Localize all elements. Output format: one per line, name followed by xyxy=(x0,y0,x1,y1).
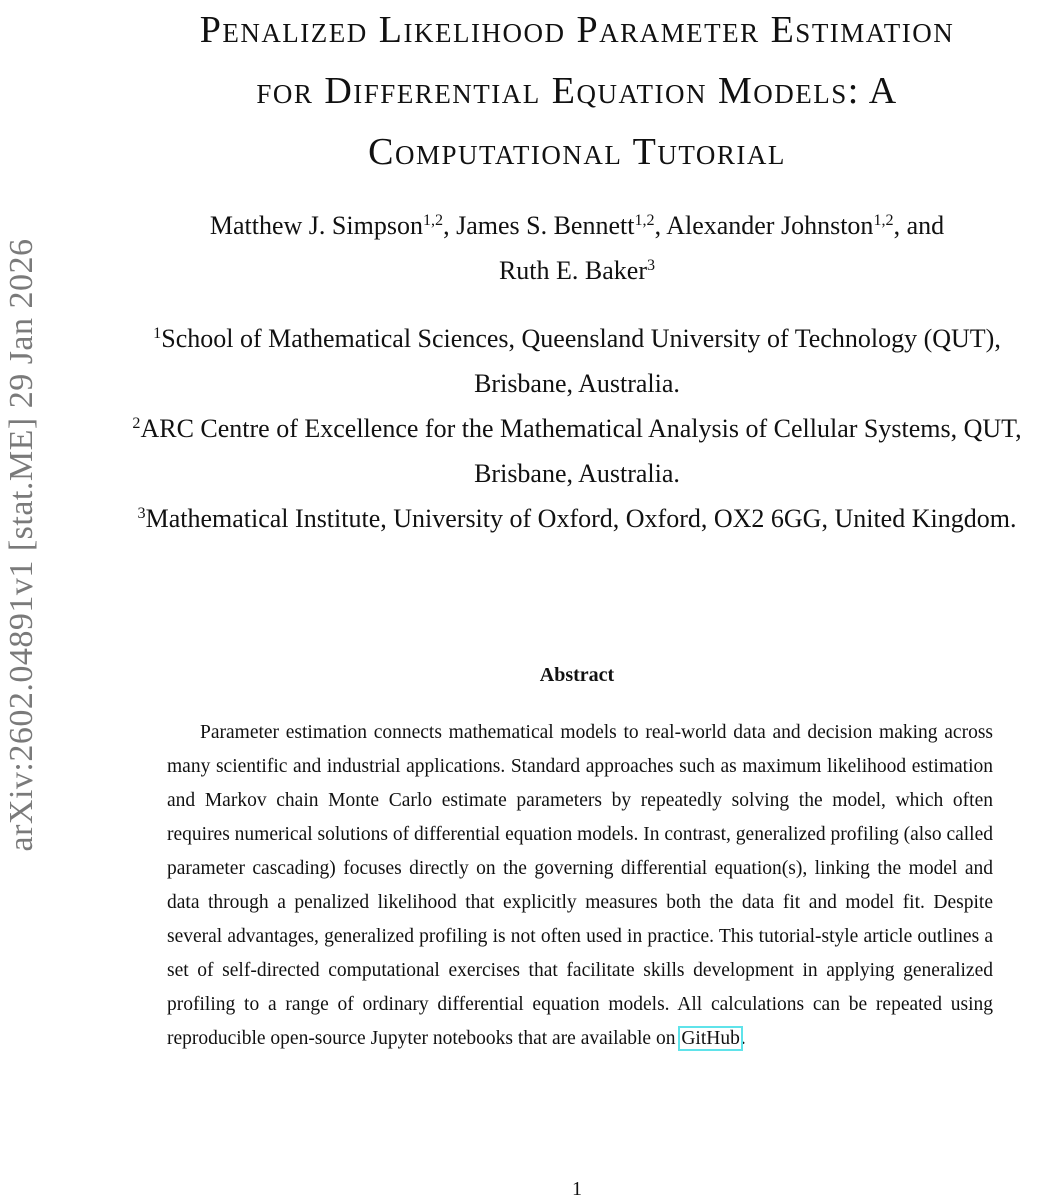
author-affiliation-mark: 1,2 xyxy=(873,212,894,230)
affiliation xyxy=(105,496,1049,541)
affiliation xyxy=(105,316,1049,406)
affiliation-number: 3 xyxy=(137,505,146,523)
abstract-heading: Abstract xyxy=(539,664,615,686)
affiliation-text: Mathematical Institute, University of Oxford, Oxford, OX2 6GG, United Kingdom. xyxy=(145,504,1017,533)
paper-title xyxy=(105,0,1049,183)
author-name: Ruth E. Baker xyxy=(498,256,647,285)
affiliation-number: 1 xyxy=(153,325,162,343)
title-line-3: Computational Tutorial xyxy=(368,131,786,173)
author-name: Alexander Johnston xyxy=(666,211,874,240)
author-separator: , xyxy=(654,211,667,240)
author-name: Matthew J. Simpson xyxy=(209,211,423,240)
author-affiliation-mark: 3 xyxy=(646,257,656,275)
github-link[interactable]: GitHub xyxy=(681,1028,740,1049)
abstract-body-text: Parameter estimation connects mathematical models to real-world data and decision making across many scientific and industrial applications. Standard approaches such as maximum likelihood estimation and Markov chain Monte Carlo estimate parameters by repeatedly solving the model, which often requires numerical solutions of differential equation models. In contrast, generalized profiling (also called parameter cascading) focuses directly on the governing differential equation(s), linking the model and data through a penalized likelihood that explicitly measures both the data fit and model fit. Despite several advantages, generalized profiling is not often used in practice. This tutorial-style article outlines a set of self-directed computational exercises that facilitate skills development in applying generalized profiling to a range of ordinary differential equation models. All calculations can be repeated using reproducible open-source Jupyter notebooks that are available on xyxy=(167,722,993,1049)
arxiv-identifier-stamp: arXiv:2602.04891v1 [stat.ME] 29 Jan 2026 xyxy=(3,238,40,852)
abstract-end-punctuation: . xyxy=(740,1028,746,1049)
abstract-text xyxy=(167,716,993,1056)
affiliation xyxy=(105,406,1049,496)
affiliation-text: ARC Centre of Excellence for the Mathematical Analysis of Cellular Systems, QUT, Brisbane, Australia. xyxy=(140,414,1022,488)
author-separator: , and xyxy=(893,211,945,240)
title-line-1: Penalized Likelihood Parameter Estimation xyxy=(199,9,955,51)
affiliation-list xyxy=(105,316,1049,541)
affiliation-text: School of Mathematical Sciences, Queensland University of Technology (QUT), Brisbane, Australia. xyxy=(161,324,1001,398)
author-name: James S. Bennett xyxy=(456,211,635,240)
author-affiliation-mark: 1,2 xyxy=(422,212,444,230)
author-list xyxy=(105,203,1049,293)
title-line-2: for Differential Equation Models: A xyxy=(256,70,898,112)
affiliation-number: 2 xyxy=(132,415,141,433)
author-separator: , xyxy=(443,211,457,240)
author-affiliation-mark: 1,2 xyxy=(634,212,655,230)
page-number: 1 xyxy=(572,1178,582,1200)
